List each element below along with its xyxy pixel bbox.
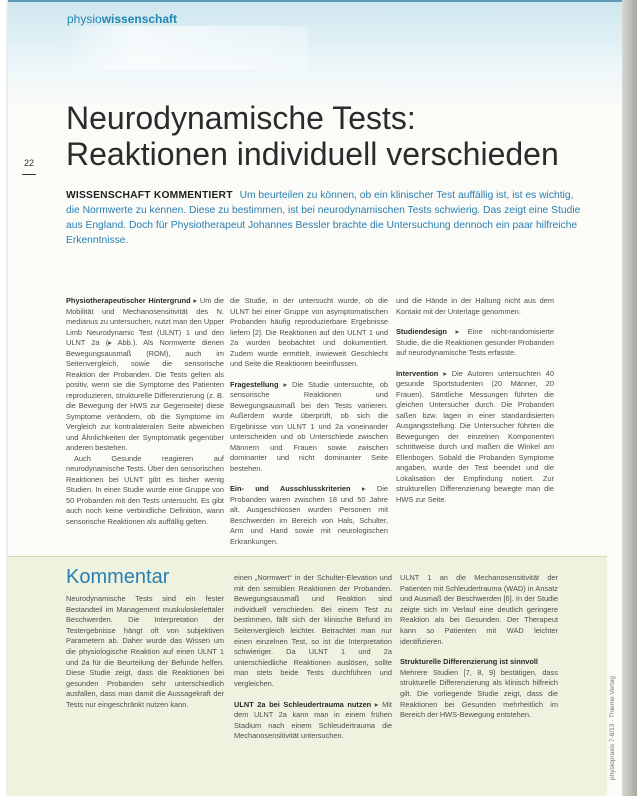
commentary-heading-2: ULNT 2a bei Schleudertrauma nutzen [234, 699, 372, 709]
commentary-text-3: ULNT 1 an die Mechanosensitivität der Patienten mit Schleudertrauma (WAD) in Ansatz und Ausmaß der Beschwerden [6]. In der Studie zeigte sich im Verlauf eine deutlich geringere Reaktion als bei Gesunden. Der Therapeut kann so Patienten mit WAD leichter identifizieren. [400, 573, 558, 646]
commentary-text-1: Neurodynamische Tests sind ein fester Bestandteil im Management muskuloskelettaler Beschwerden. Die Interpretation der Testergebnisse hängt oft von subjektiven Parametern ab. Daher wurde das Wissen um die physiologische Reaktion auf einen ULNT 1 und 2a für die Beurteilung der Befunde helfen. Diese Studie zeigt, dass die Reaktionen bei gesunden Probanden sehr unterschiedlich ausfallen, dass man damit die Aussagekraft der Tests nur eingeschränkt nutzen kann. [66, 594, 224, 709]
commentary-column-1 [66, 594, 224, 711]
side-credit: physiopraxis 7-8/13 · Thieme Verlag [609, 676, 616, 780]
commentary-heading-3: Strukturelle Differenzierung ist sinnvoll [400, 657, 538, 667]
col1-text-2: Auch Gesunde reagieren auf neurodynamische Tests. Über den sensorischen Reaktionen bei ULNT gibt es bisher wenig Studien. In einer Studie wurde eine Gruppe von 50 Probanden mit den Tests untersucht. Es gibt auch noch keine verbindliche Definition, wann sensorische Reaktionen als auffällig gelten. [66, 453, 224, 526]
lead-text: Um beurteilen zu können, ob ein klinischer Test auffällig ist, ist es wichtig, die Normwerte zu kennen. Diese zu bestimmen, ist bei neurodynamischen Tests schwierig. Das zeigt eine Studie aus England. Doch für Physiotherapeut Johannes Bessler brachte die Untersuchung dennoch ein paar hilfreiche Erkenntnisse. [66, 190, 581, 246]
section-suffix: wissenschaft [101, 12, 178, 26]
question-text: Die Studie untersuchte, ob sensorische Reaktionen und Bewegungsausmaß bei den Tests variieren. Außerdem wurde überprüft, ob sich die Ergebnisse von ULNT 1 und 2a voneinander unterscheiden und ob Unterschiede zwischen Männern und Frauen sowie zwischen dominanter und nicht dominanter Seite bestehen. [230, 379, 388, 473]
section-tag [67, 12, 177, 26]
commentary-column-3 [400, 573, 558, 721]
col2-text: die Studie, in der untersucht wurde, ob die ULNT bei einer Gruppe von asymptomatischen Probanden häufig reproduzierbare Ergebnisse liefern [2]. Die Reaktionen auf den ULNT 1 und 2a wurden beobachtet und dokumentiert. Zudem wurde ermittelt, inwieweit Geschlecht und Seite die Reaktionen beeinflussen. [230, 296, 388, 368]
article-column-2: die Studie, in der untersucht wurde, ob die ULNT bei einer Gruppe von asymptomatischen Probanden häufig reproduzierbare Ergebnisse liefern [2]. Die Reaktionen auf den ULNT 1 und 2a wurden beobachtet und dokumentiert. Zudem wurde ermittelt, inwieweit Geschlecht und Seite die Reaktionen beeinflussen. Fragestellung ▸ Die Studie untersuchte, ob sensorische Reaktionen und Bewegungsausmaß bei den Tests variieren. Außerdem wurde überprüft, ob sich die Ergebnisse von ULNT 1 und 2a voneinander unterscheiden und ob Unterschiede zwischen Männern und Frauen sowie zwischen dominanter und nicht dominanter Seite bestehen. Ein- und Ausschlusskriterien ▸ Die Probanden waren zwischen 18 und 50 Jahre alt. Ausgeschlossen wurden Personen mit Beschwerden im Bereich von Hals, Schulter, Arm und Hand sowie mit neurologischen Erkrankungen. [230, 296, 388, 546]
col1-heading: Physiotherapeutischer Hintergrund [66, 296, 191, 305]
page-number: 22 [24, 158, 35, 168]
section-prefix: physio [67, 12, 102, 26]
lead-paragraph [66, 188, 581, 248]
headline-line2: Reaktionen individuell verschieden [66, 136, 559, 172]
commentary-text-2b: Mit dem ULNT 2a kann man in einem frühen Stadium nach einem Schleudertrauma die Mechanosensitivität untersuchen. [234, 699, 392, 741]
article-column-1: Physiotherapeutischer Hintergrund ▸ Um die Mobilität und Mechanosensitivität des N. medianus zu untersuchen, nutzt man den Upper Limb Neurodynamic Test (ULNT) 1 und den ULNT 2a (▸ Abb.). Als Normwerte dienen Bewegungsausmaß (ROM), auch im Seitenvergleich, sowie die sensorische Reaktion der Probanden. Die Tests gelten als positiv, wenn sie die Symptome des Patienten reproduzieren, strukturelle Differenzierung (z. B. die Bewegung der HWS zur Gegenseite) diese Symptome verändern, ob die Symptome im Vergleich zur kontralateralen Seite abweichen und Ähnlichkeiten der Symptomatik gegenüber anderen bestehen. Auch Gesunde reagieren auf neurodynamische Tests. Über den sensorischen Reaktionen bei ULNT gibt es bisher wenig Studien. In einer Studie wurde eine Gruppe von 50 Probanden mit den Tests untersucht. Es gibt auch noch keine verbindliche Definition, wann sensorische Reaktionen als auffällig gelten. [66, 296, 224, 526]
header-band [8, 0, 622, 70]
question-heading: Fragestellung [230, 379, 279, 389]
col1-text: Um die Mobilität und Mechanosensitivität des N. medianus zu untersuchen, nutzt man den Upper Limb Neurodynamic Test (ULNT) 1 und den ULNT 2a (▸ Abb.). Als Normwerte dienen Bewegungsausmaß (ROM), auch im Seitenvergleich, sowie die sensorische Reaktion der Probanden. Die Tests gelten als positiv, wenn sie die Symptome des Patienten reproduzieren, strukturelle Differenzierung (z. B. die Bewegung der HWS zur Gegenseite) diese Symptome verändern, ob die Symptome im Vergleich zur kontralateralen Seite abweichen und Ähnlichkeiten der Symptomatik gegenüber anderen bestehen. [66, 296, 224, 452]
lead-kicker: WISSENSCHAFT KOMMENTIERT [66, 190, 233, 201]
commentary-text-2: einen „Normwert“ in der Schulter-Elevation und mit den sensiblen Reaktionen der Probanden. Bewegungsausmaß und Reaktion sind individuell verschieden. Bei einem Test zu bestimmen, fällt sich der klinische Befund im Seitenvergleich leichter. Betrachtet man nur einen einzelnen Test, so ist die Interpretation schwieriger. Da ULNT 1 und 2a unterschiedliche Reaktionen auslösen, sollte man stets beide Tests durchführen und vergleichen. [234, 573, 392, 688]
page-edge-shadow [622, 0, 637, 796]
design-text: Eine nicht-randomisierte Studie, die die Reaktionen gesunder Probanden auf neurodynamische Tests erfasste. [396, 327, 554, 357]
headline [66, 100, 586, 172]
intervention-text: Die Autoren untersuchten 40 gesunde Sportstudenten (20 Männer, 20 Frauen). Sämtliche Messungen führten die gleichen Untersucher durch. Die Probanden saßen bzw. lagen in einer standardisierten Ausgangsstellung. Die Untersucher führten die Bewegungen der einzelnen Komponenten schrittweise durch und maßen die Winkel am Ellenbogen. Sobald die Probanden Symptome angaben, wurde der Test beendet und die Lokalisation der Empfindung notiert. Zur strukturellen Differenzierung bewegte man die HWS zur Seite. [396, 368, 554, 504]
header-watermark [58, 26, 308, 70]
criteria-text: Die Probanden waren zwischen 18 und 50 Jahre alt. Ausgeschlossen wurden Personen mit Beschwerden im Bereich von Hals, Schulter, Arm und Hand sowie mit neurologischen Erkrankungen. [230, 484, 388, 546]
col3-text: und die Hände in der Haltung nicht aus dem Kontakt mit der Unterlage genommen. [396, 296, 554, 316]
magazine-page [8, 0, 622, 796]
page-number-rule [22, 174, 36, 175]
commentary-column-2: einen „Normwert“ in der Schulter-Elevation und mit den sensiblen Reaktionen der Probanden. Bewegungsausmaß und Reaktion sind individuell verschieden. Bei einem Test zu bestimmen, fällt sich der klinische Befund im Seitenvergleich leichter. Betrachtet man nur einen einzelnen Test, so ist die Interpretation schwieriger. Da ULNT 1 und 2a unterschiedliche Reaktionen auslösen, sollte man stets beide Tests durchführen und vergleichen. ULNT 2a bei Schleudertrauma nutzen ▸ Mit dem ULNT 2a kann man in einem frühen Stadium nach einem Schleudertrauma die Mechanosensitivität untersuchen. [234, 573, 392, 741]
headline-line1: Neurodynamische Tests: [66, 100, 416, 136]
intervention-heading: Intervention [396, 368, 439, 378]
commentary-title: Kommentar [66, 566, 170, 588]
design-heading: Studiendesign [396, 327, 447, 336]
article-column-3: und die Hände in der Haltung nicht aus dem Kontakt mit der Unterlage genommen. Studiendesign ▸ Eine nicht-randomisierte Studie, die die Reaktionen gesunder Probanden auf neurodynamische Tests erfasste. Intervention ▸ Die Autoren untersuchten 40 gesunde Sportstudenten (20 Männer, 20 Frauen). Sämtliche Messungen führten die gleichen Untersucher durch. Die Probanden saßen bzw. lagen in einer standardisierten Ausgangsstellung. Die Untersucher führten die Bewegungen der einzelnen Komponenten schrittweise durch und maßen die Winkel am Ellenbogen. Sobald die Probanden Symptome angaben, wurde der Test beendet und die Lokalisation der Empfindung notiert. Zur strukturellen Differenzierung bewegte man die HWS zur Seite. [396, 296, 554, 504]
top-rule [8, 0, 622, 2]
criteria-heading: Ein- und Ausschlusskriterien [230, 484, 351, 493]
commentary-text-3b: Mehrere Studien [7, 8, 9] bestätigen, dass strukturelle Differenzierung als klinisch hilfreich gilt. Die vorliegende Studie zeigt, dass die Reaktionen bei Gesunden mehrheitlich im Bereich der HWS-Bewegung entstehen. [400, 667, 558, 720]
